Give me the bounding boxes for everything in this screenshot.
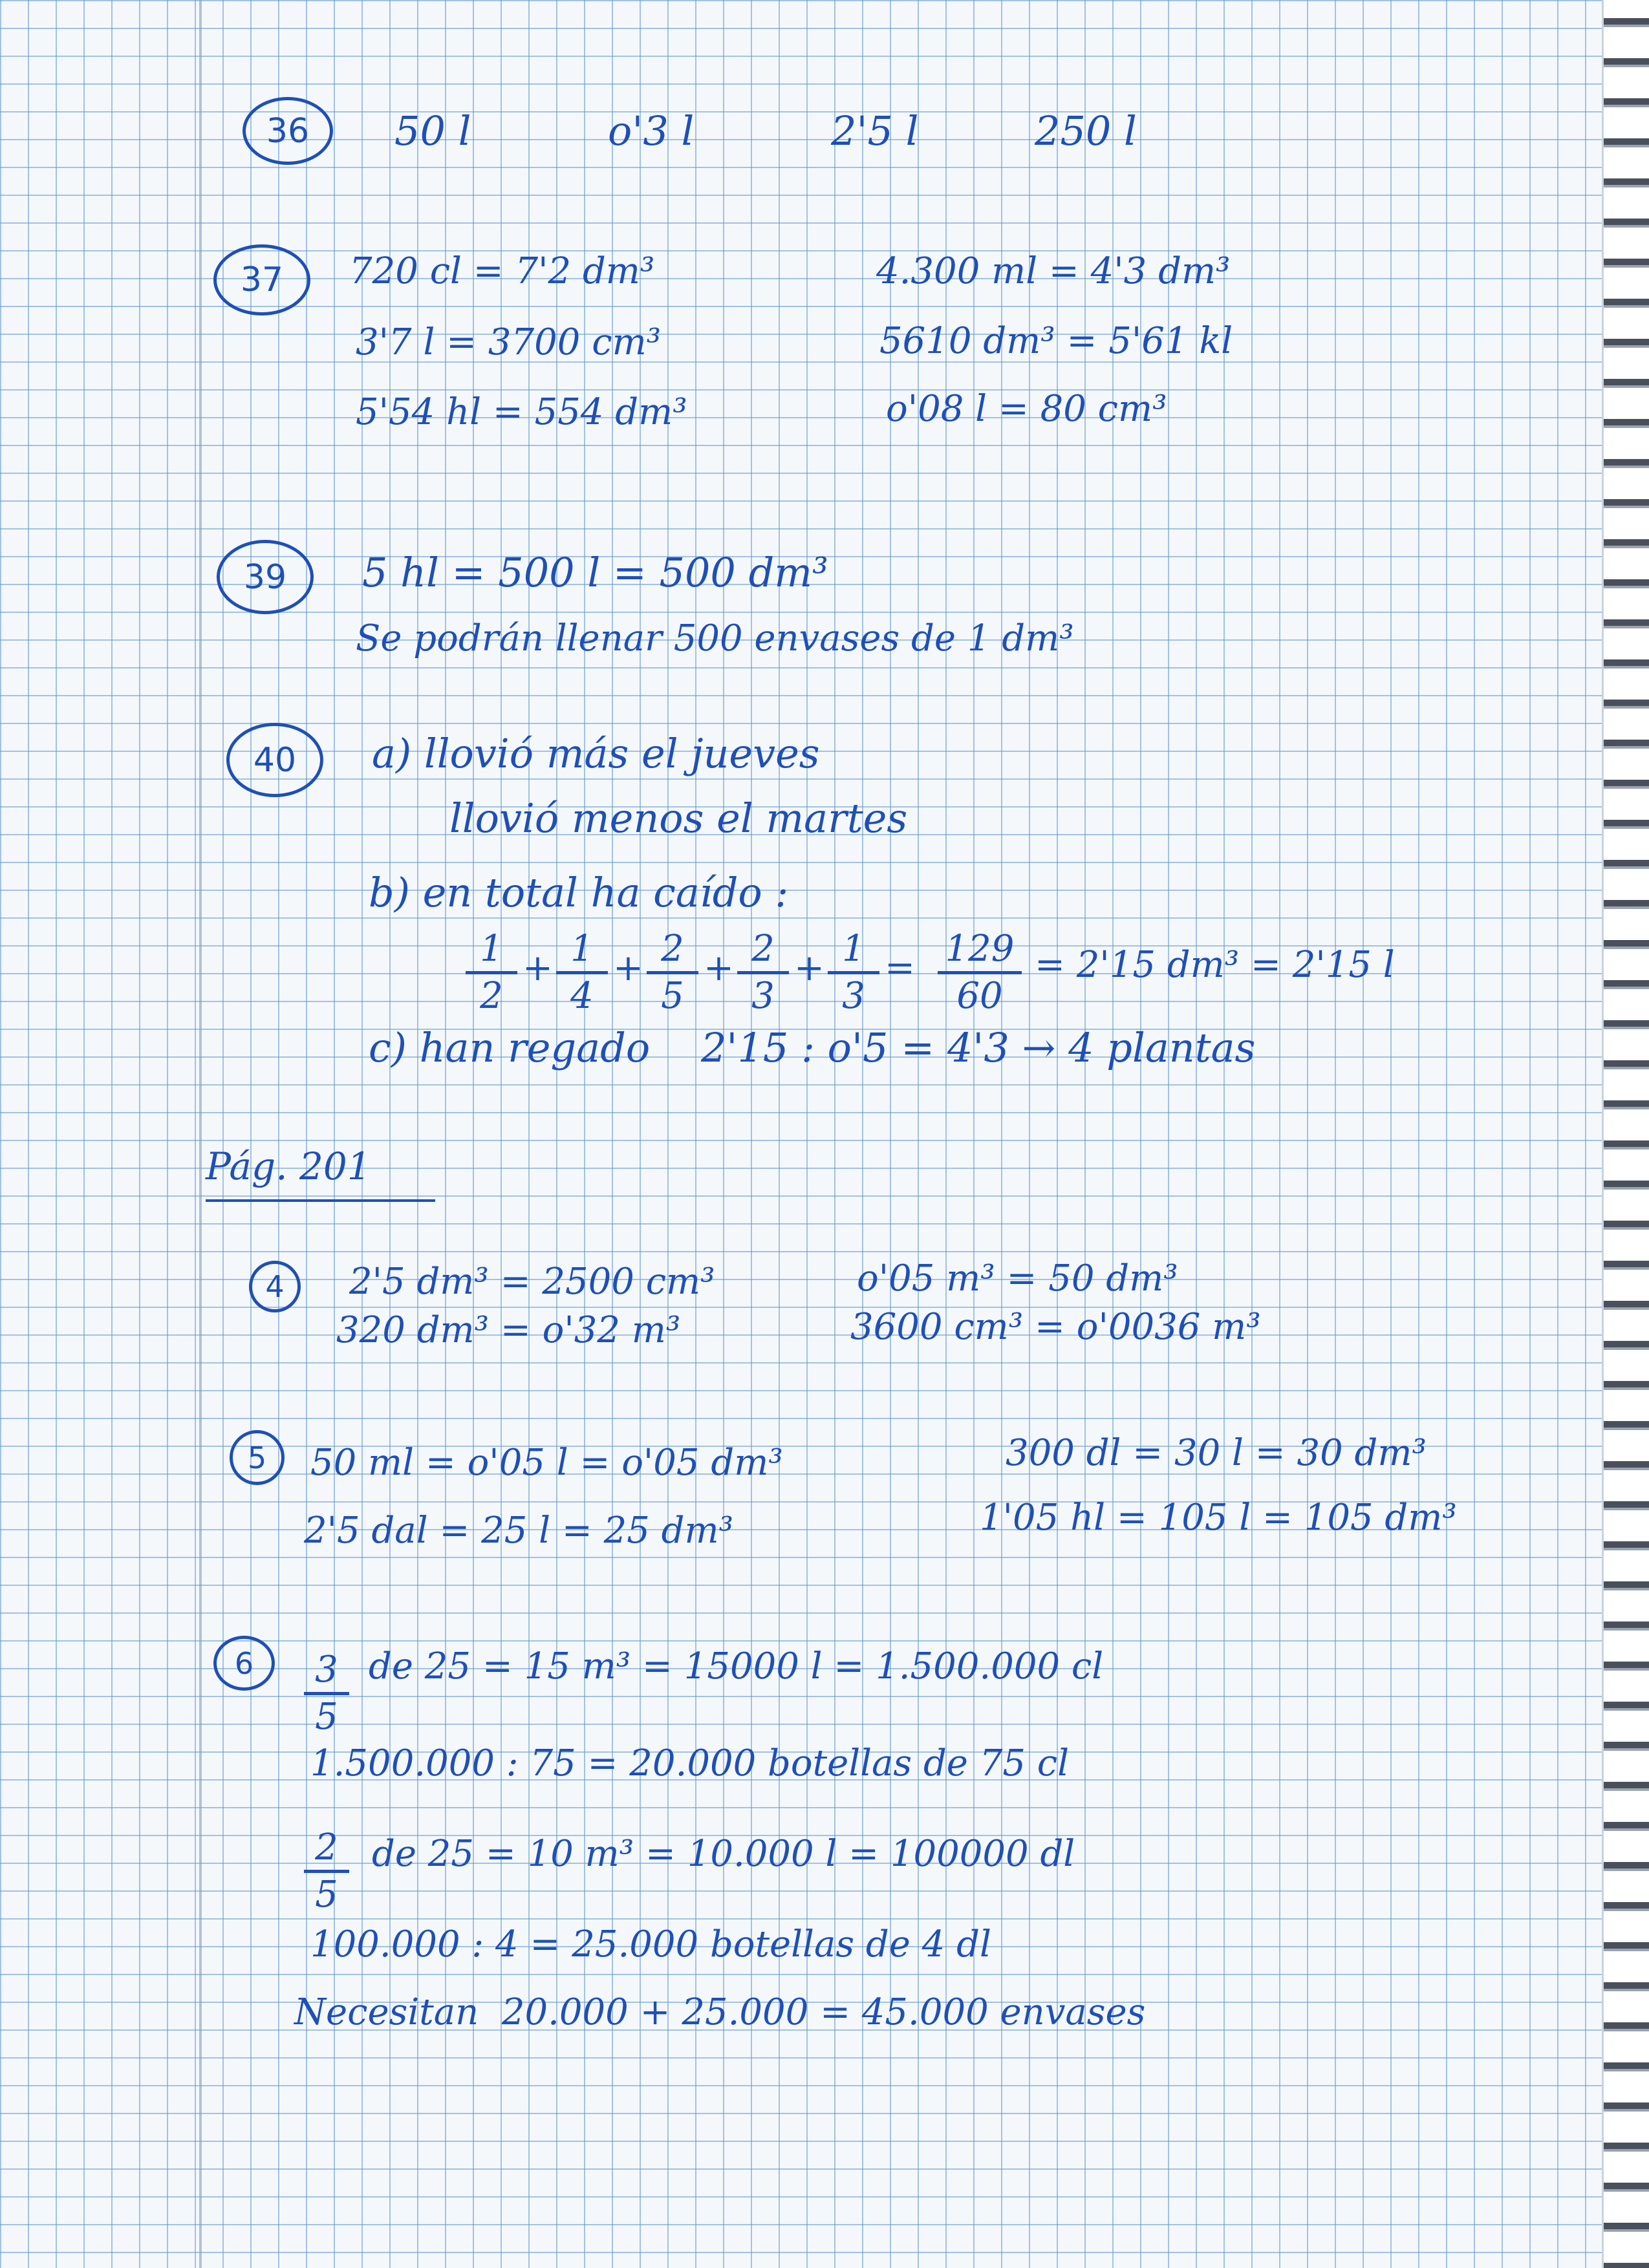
p37-left-2: 3'7 l = 3700 cm³ bbox=[356, 321, 662, 363]
q6-line-5: Necesitan 20.000 + 25.000 = 45.000 envases bbox=[294, 1991, 1146, 2033]
q6-line-3: de 25 = 10 m³ = 10.000 l = 100000 dl bbox=[372, 1833, 1075, 1875]
p40-fraction-3 bbox=[647, 928, 698, 1017]
p40-fraction-3-den: 5 bbox=[661, 975, 684, 1017]
q6-line-4: 100.000 : 4 = 25.000 botellas de 4 dl bbox=[310, 1923, 991, 1965]
p40-fraction-1 bbox=[466, 928, 517, 1017]
q5-right-1: 300 dl = 30 l = 30 dm³ bbox=[1006, 1432, 1427, 1474]
notebook-margin-line bbox=[199, 0, 202, 2268]
p40-a-line-1: a) llovió más el jueves bbox=[372, 730, 820, 777]
p40-c-line: c) han regado 2'15 : o'5 = 4'3 → 4 plantas bbox=[369, 1024, 1256, 1071]
page-heading-underline bbox=[206, 1199, 435, 1202]
p37-right-2: 5610 dm³ = 5'61 kl bbox=[879, 320, 1233, 362]
q6-fraction-2-num: 2 bbox=[304, 1830, 349, 1873]
p40-fraction-1-num: 1 bbox=[466, 931, 517, 974]
exercise-number-5: 5 bbox=[230, 1430, 285, 1485]
p40-fraction-5-den: 3 bbox=[842, 975, 865, 1017]
plus-sign: + bbox=[794, 947, 824, 989]
page-heading: Pág. 201 bbox=[206, 1144, 371, 1188]
q6-line-2: 1.500.000 : 75 = 20.000 botellas de 75 cl bbox=[310, 1742, 1070, 1784]
exercise-number-4: 4 bbox=[249, 1261, 301, 1312]
p40-fraction-5 bbox=[828, 928, 879, 1017]
p37-right-1: 4.300 ml = 4'3 dm³ bbox=[876, 250, 1231, 292]
p39-line-1: 5 hl = 500 l = 500 dm³ bbox=[362, 549, 828, 596]
q6-line-1: de 25 = 15 m³ = 15000 l = 1.500.000 cl bbox=[369, 1645, 1104, 1687]
q6-fraction-1-num: 3 bbox=[304, 1652, 349, 1695]
p40-fraction-4 bbox=[737, 928, 789, 1017]
p40-result-fraction-num: 129 bbox=[938, 931, 1022, 974]
p37-right-3: o'08 l = 80 cm³ bbox=[886, 388, 1167, 430]
exercise-number-6: 6 bbox=[213, 1636, 275, 1691]
q6-fraction-1 bbox=[304, 1649, 349, 1738]
exercise-number-37: 37 bbox=[213, 244, 310, 316]
p40-fraction-1-den: 2 bbox=[480, 975, 503, 1017]
q5-right-2: 1'05 hl = 105 l = 105 dm³ bbox=[980, 1497, 1457, 1539]
plus-sign: + bbox=[523, 947, 553, 989]
p40-result-fraction bbox=[938, 928, 1022, 1017]
p37-left-3: 5'54 hl = 554 dm³ bbox=[356, 391, 687, 433]
p36-item-1: 50 l bbox=[394, 107, 471, 155]
exercise-number-39: 39 bbox=[217, 540, 314, 614]
p40-a-line-2: llovió menos el martes bbox=[449, 795, 908, 842]
p40-result-text: = 2'15 dm³ = 2'15 l bbox=[1035, 944, 1395, 986]
q5-left-1: 50 ml = o'05 l = o'05 dm³ bbox=[310, 1442, 783, 1484]
p40-fraction-3-num: 2 bbox=[647, 931, 698, 974]
p36-item-4: 250 l bbox=[1035, 107, 1137, 155]
q4-right-1: o'05 m³ = 50 dm³ bbox=[857, 1257, 1178, 1300]
p40-fraction-5-num: 1 bbox=[828, 931, 879, 974]
p40-fraction-4-num: 2 bbox=[737, 931, 789, 974]
exercise-number-36: 36 bbox=[242, 97, 333, 165]
p40-fraction-2-num: 1 bbox=[556, 931, 608, 974]
p40-fraction-4-den: 3 bbox=[751, 975, 775, 1017]
q4-right-2: 3600 cm³ = o'0036 m³ bbox=[850, 1306, 1261, 1348]
q5-left-2: 2'5 dal = 25 l = 25 dm³ bbox=[304, 1510, 734, 1552]
plus-sign: + bbox=[704, 947, 734, 989]
p36-item-2: o'3 l bbox=[608, 107, 695, 155]
p40-fraction-2 bbox=[556, 928, 608, 1017]
p40-result-fraction-den: 60 bbox=[956, 975, 1003, 1017]
q6-fraction-2 bbox=[304, 1826, 349, 1916]
q4-left-1: 2'5 dm³ = 2500 cm³ bbox=[349, 1261, 715, 1303]
q6-fraction-1-den: 5 bbox=[315, 1696, 338, 1738]
p37-left-1: 720 cl = 7'2 dm³ bbox=[349, 250, 655, 292]
plus-sign: + bbox=[613, 947, 643, 989]
p40-b-line: b) en total ha caído : bbox=[369, 869, 789, 916]
p40-fraction-2-den: 4 bbox=[570, 975, 594, 1017]
spiral-binding bbox=[1602, 0, 1649, 2268]
p36-item-3: 2'5 l bbox=[831, 107, 919, 155]
q4-left-2: 320 dm³ = o'32 m³ bbox=[336, 1309, 681, 1351]
exercise-number-40: 40 bbox=[226, 723, 323, 797]
equals-sign: = bbox=[885, 947, 915, 989]
q6-fraction-2-den: 5 bbox=[315, 1874, 338, 1916]
p39-line-2: Se podrán llenar 500 envases de 1 dm³ bbox=[356, 617, 1074, 659]
